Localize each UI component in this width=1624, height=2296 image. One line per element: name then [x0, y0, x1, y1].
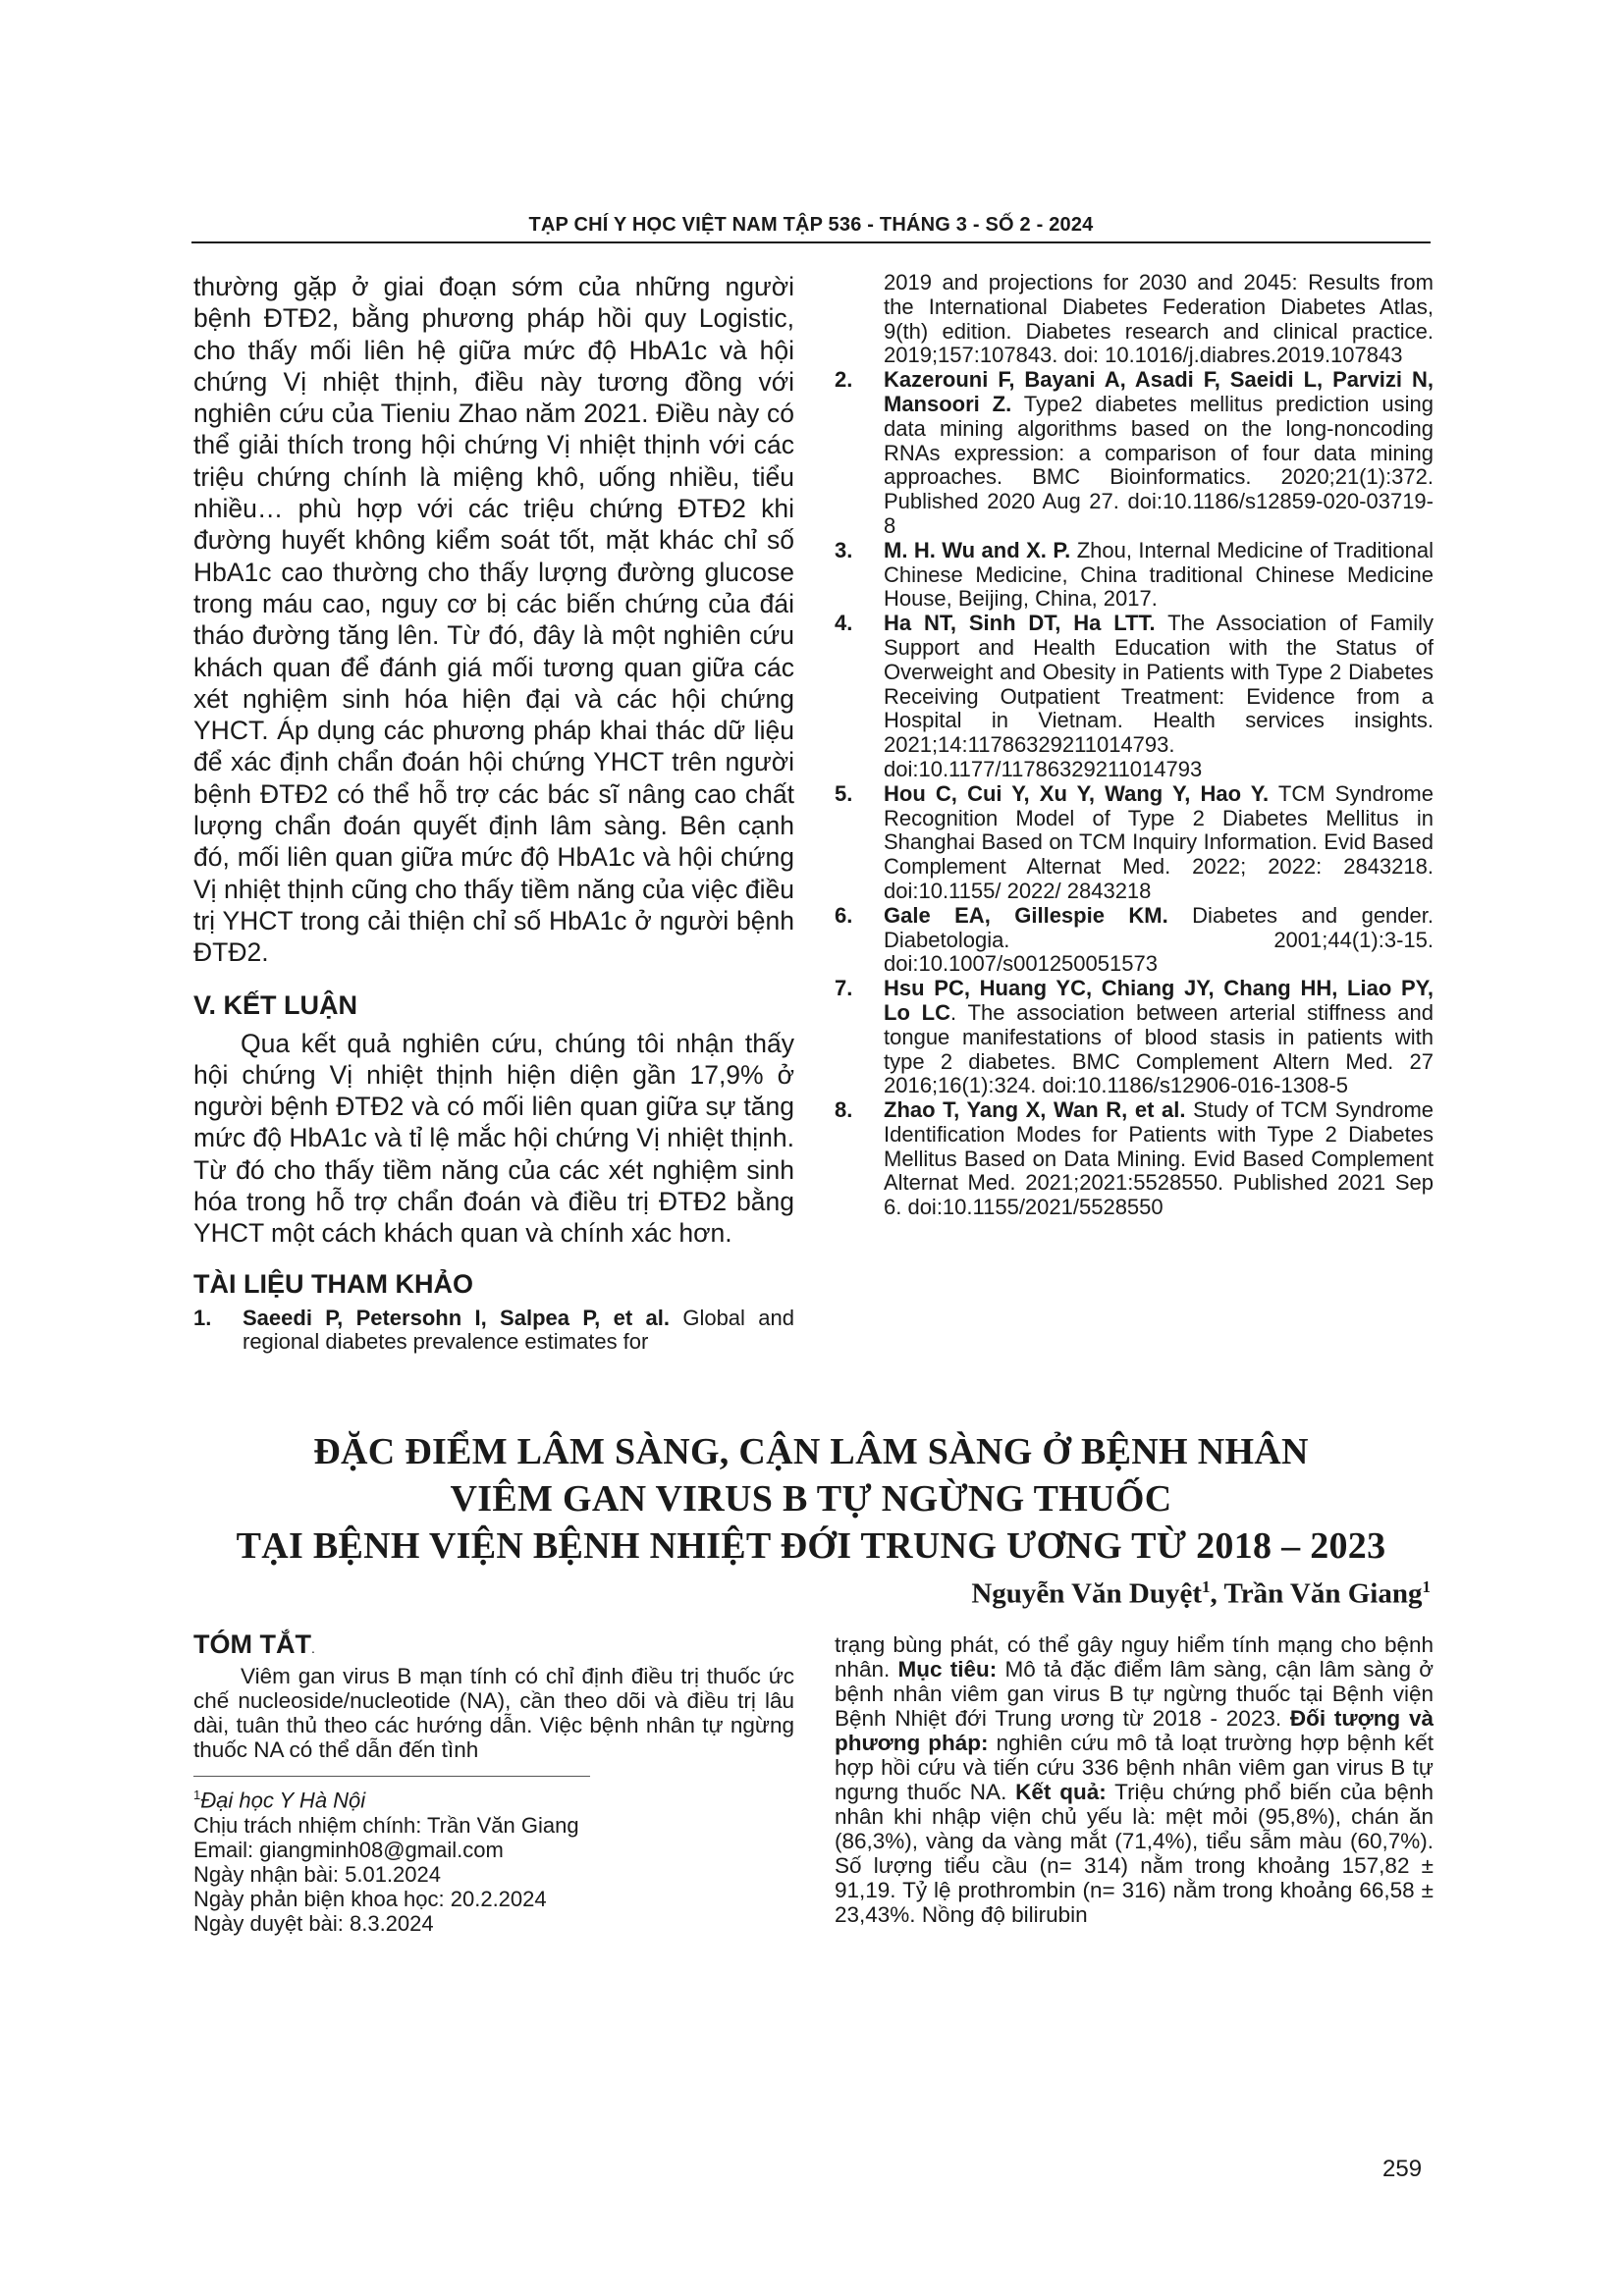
abstract-intro: trạng bùng phát, có thể gây nguy hiểm tính mạng cho bệnh nhân. [835, 1632, 1434, 1682]
reference-body: The Association of Family Support and Health Education with the Status of Overweight and Obesity in Patients with Type 2 Diabetes Receiving Outpatient Treatment: Evidence from a Hospital in Vietnam. Health services insights. 2021;14:11786329211014793. doi:10.1177/11786329211014793 [884, 611, 1434, 781]
reference-item [835, 368, 1434, 539]
reference-number: 2. [835, 367, 853, 393]
reference-text [884, 977, 1434, 1098]
footnote-accepted: Ngày duyệt bài: 8.3.2024 [193, 1911, 434, 1937]
left-column-top [193, 271, 794, 1355]
reference-number: 6. [835, 902, 853, 928]
author-name: Nguyễn Văn Duyệt [971, 1577, 1203, 1610]
reference-number: 4. [835, 611, 853, 636]
reference-item [835, 612, 1434, 782]
abstract-heading-suffix: . [310, 1640, 315, 1656]
reference-text [884, 539, 1434, 612]
reference-text [884, 368, 1434, 539]
footnote-reviewed: Ngày phản biện khoa học: 20.2.2024 [193, 1887, 547, 1912]
reference-authors: M. H. Wu and X. P. [884, 537, 1071, 562]
reference-text [884, 904, 1434, 977]
footnote-email: Email: giangminh08@gmail.com [193, 1837, 504, 1862]
reference-authors: Saeedi P, Petersohn I, Salpea P, et al. [243, 1305, 670, 1330]
reference-authors: Hou C, Cui Y, Xu Y, Wang Y, Hao Y. [884, 780, 1270, 806]
footnote-affiliation [193, 1783, 794, 1813]
reference-body: . The association between arterial stiffness and tongue manifestations of blood stasis in patients with type 2 diabetes. BMC Complement Altern Med. 27 2016;16(1):324. doi:10.1186/s12906-016-1308-5 [884, 999, 1434, 1098]
reference-body: Zhou, Internal Medicine of Traditional Chinese Medicine, China traditional Chinese Medicine House, Beijing, China, 2017. [884, 537, 1434, 612]
reference-number: 7. [835, 976, 853, 1001]
reference-authors: Zhao T, Yang X, Wan R, et al. [884, 1097, 1186, 1123]
affiliation-text: Đại học Y Hà Nội [200, 1788, 366, 1813]
reference-number: 3. [835, 537, 853, 562]
reference-item [835, 782, 1434, 904]
footnote-rule [193, 1776, 590, 1777]
author-name: Trần Văn Giang [1223, 1577, 1423, 1610]
abstract-heading [193, 1629, 794, 1660]
methods-text: nghiên cứu mô tả loạt trường hợp bệnh kết hợp hồi cứu và tiến cứu 336 bệnh nhân viêm gan virus B tự ngưng thuốc NA. [835, 1731, 1434, 1804]
author-affiliation-mark: 1 [1202, 1577, 1211, 1596]
references-heading: TÀI LIỆU THAM KHẢO [193, 1268, 473, 1299]
article-title [191, 1428, 1431, 1570]
reference-authors: Kazerouni F, Bayani A, Asadi F, Saeidi L, Parvizi N, Mansoori Z. [884, 367, 1434, 416]
reference-number: 5. [835, 780, 853, 806]
reference-body: Type2 diabetes mellitus prediction using data mining algorithms based on the long-noncoding RNAs expression: a comparison of four data mining approaches. BMC Bioinformatics. 2020;21(1):372. Published 2020 Aug 27. doi:10.1186/s12859-020-03719-8 [884, 391, 1434, 538]
reference-item [835, 904, 1434, 977]
author-affiliation-mark: 1 [1422, 1577, 1431, 1596]
article-title-line: VIÊM GAN VIRUS B TỰ NGỪNG THUỐC [450, 1478, 1172, 1520]
reference-authors: Ha NT, Sinh DT, Ha LTT. [884, 611, 1156, 636]
conclusion-heading: V. KẾT LUẬN [193, 989, 358, 1020]
reference-item [835, 977, 1434, 1098]
reference-continuation: 2019 and projections for 2030 and 2045: Results from the International Diabetes Federation Diabetes Atlas, 9(th) edition. Diabetes research and clinical practice. 2019;157:107843. doi: 10.1016/j.diabres.2019.107843 [884, 270, 1434, 368]
discussion-paragraph: thường gặp ở giai đoạn sớm của những người bệnh ĐTĐ2, bằng phương pháp hồi quy Logistic, cho thấy mối liên hệ giữa mức độ HbA1c và hội chứng Vị nhiệt thịnh, điều này tương đồng với nghiên cứu của Tieniu Zhao năm 2021. Điều này có thể giải thích trong hội chứng Vị nhiệt thịnh với các triệu chứng chính là miệng khô, uống nhiều, tiểu nhiều… phù hợp với các triệu chứng ĐTĐ2 khi đường huyết không kiểm soát tốt, mặt khác chỉ số HbA1c cao thường cho thấy lượng đường glucose trong máu cao, nguy cơ bị các biến chứng của đái tháo đường tăng lên. Từ đó, đây là một nghiên cứu khách quan để đánh giá mối tương quan giữa các xét nghiệm sinh hóa hiện đại và các hội chứng YHCT. Áp dụng các phương pháp khai thác dữ liệu để xác định chẩn đoán hội chứng YHCT trên người bệnh ĐTĐ2 có thể hỗ trợ các bác sĩ nâng cao chất lượng chẩn đoán quyết định lâm sàng. Bên cạnh đó, mối liên quan giữa mức độ HbA1c và hội chứng Vị nhiệt thịnh cũng cho thấy tiềm năng của việc điều trị YHCT trong cải thiện chỉ số HbA1c ở người bệnh ĐTĐ2. [193, 272, 794, 968]
author-separator: , [1210, 1577, 1224, 1610]
reference-authors: Gale EA, Gillespie KM. [884, 902, 1168, 928]
objective-label: Mục tiêu: [897, 1657, 998, 1682]
reference-number: 8. [835, 1097, 853, 1123]
reference-text [884, 1098, 1434, 1220]
footnote-responsible: Chịu trách nhiệm chính: Trần Văn Giang [193, 1812, 579, 1838]
journal-header: TẠP CHÍ Y HỌC VIỆT NAM TẬP 536 - THÁNG 3 - SỐ 2 - 2024 [528, 214, 1094, 236]
reference-text [884, 612, 1434, 782]
article-title-line: TẠI BỆNH VIỆN BỆNH NHIỆT ĐỚI TRUNG ƯƠNG TỪ 2018 – 2023 [236, 1525, 1386, 1567]
objective-text: Mô tả đặc điểm lâm sàng, cận lâm sàng ở bệnh nhân viêm gan virus B tự ngừng thuốc tại Bệnh viện Bệnh Nhiệt đới Trung ương từ 2018 - 2023. [835, 1657, 1434, 1731]
reference-item [835, 1098, 1434, 1220]
conclusion-paragraph: Qua kết quả nghiên cứu, chúng tôi nhận thấy hội chứng Vị nhiệt thịnh hiện diện gần 17,9% ở người bệnh ĐTĐ2 và có mối liên quan giữa sự tăng mức độ HbA1c và tỉ lệ mắc hội chứng Vị nhiệt thịnh. Từ đó cho thấy tiềm năng của các xét nghiệm sinh hóa trong hỗ trợ chẩn đoán và điều trị ĐTĐ2 bằng YHCT một cách khách quan và chính xác hơn. [193, 1028, 794, 1249]
reference-body: Global and regional diabetes prevalence estimates for [243, 1305, 794, 1355]
reference-text [243, 1307, 794, 1356]
right-column-top [835, 271, 1434, 1220]
article-authors [971, 1577, 1431, 1611]
reference-number: 1. [193, 1305, 212, 1330]
reference-authors: Hsu PC, Huang YC, Chiang JY, Chang HH, Liao PY, Lo LC [884, 976, 1434, 1025]
abstract-heading-text: TÓM TẮT [193, 1629, 311, 1659]
reference-body: Diabetes and gender. Diabetologia. 2001;44(1):3-15. doi:10.1007/s001250051573 [884, 902, 1434, 977]
reference-body: TCM Syndrome Recognition Model of Type 2 Diabetes Mellitus in Shanghai Based on TCM Inquiry Information. Evid Based Complement Alternat Med. 2022; 2022: 2843218. doi:10.1155/ 2022/ 2843218 [884, 780, 1434, 903]
reference-item [835, 539, 1434, 612]
reference-text [884, 782, 1434, 904]
page-number: 259 [1382, 2156, 1423, 2182]
results-text: Triệu chứng phổ biến của bệnh nhân khi nhập viện chủ yếu là: mệt mỏi (95,8%), chán ăn (86,3%), vàng da vàng mắt (71,4%), tiểu sẫm màu (60,7%). Số lượng tiểu cầu (n= 314) nằm trong khoảng 157,82 ± 91,19. Tỷ lệ prothrombin (n= 316) nằm trong khoảng 66,58 ± 23,43%. Nồng độ bilirubin [835, 1780, 1434, 1927]
right-column-bottom [835, 1632, 1434, 1927]
footnote-mark: 1 [193, 1788, 201, 1802]
reference-item [193, 1307, 794, 1356]
methods-label: Đối tượng và phương pháp: [835, 1706, 1434, 1755]
footnote-received: Ngày nhận bài: 5.01.2024 [193, 1861, 441, 1887]
abstract-left-text: Viêm gan virus B mạn tính có chỉ định điều trị thuốc ức chế nucleoside/nucleotide (NA), cần theo dõi và điều trị lâu dài, tuân thủ theo các hướng dẫn. Việc bệnh nhân tự ngừng thuốc NA có thể dẫn đến tình [193, 1664, 794, 1762]
left-column-bottom [193, 1629, 794, 1937]
abstract-right-text [835, 1632, 1434, 1927]
header-rule [191, 241, 1431, 243]
results-label: Kết quả: [1015, 1780, 1107, 1804]
article-title-line: ĐẶC ĐIỂM LÂM SÀNG, CẬN LÂM SÀNG Ở BỆNH NHÂN [313, 1431, 1309, 1472]
reference-body: Study of TCM Syndrome Identification Modes for Patients with Type 2 Diabetes Mellitus Based on Data Mining. Evid Based Complement Alternat Med. 2021;2021:5528550. Published 2021 Sep 6. doi:10.1155/2021/5528550 [884, 1097, 1434, 1220]
